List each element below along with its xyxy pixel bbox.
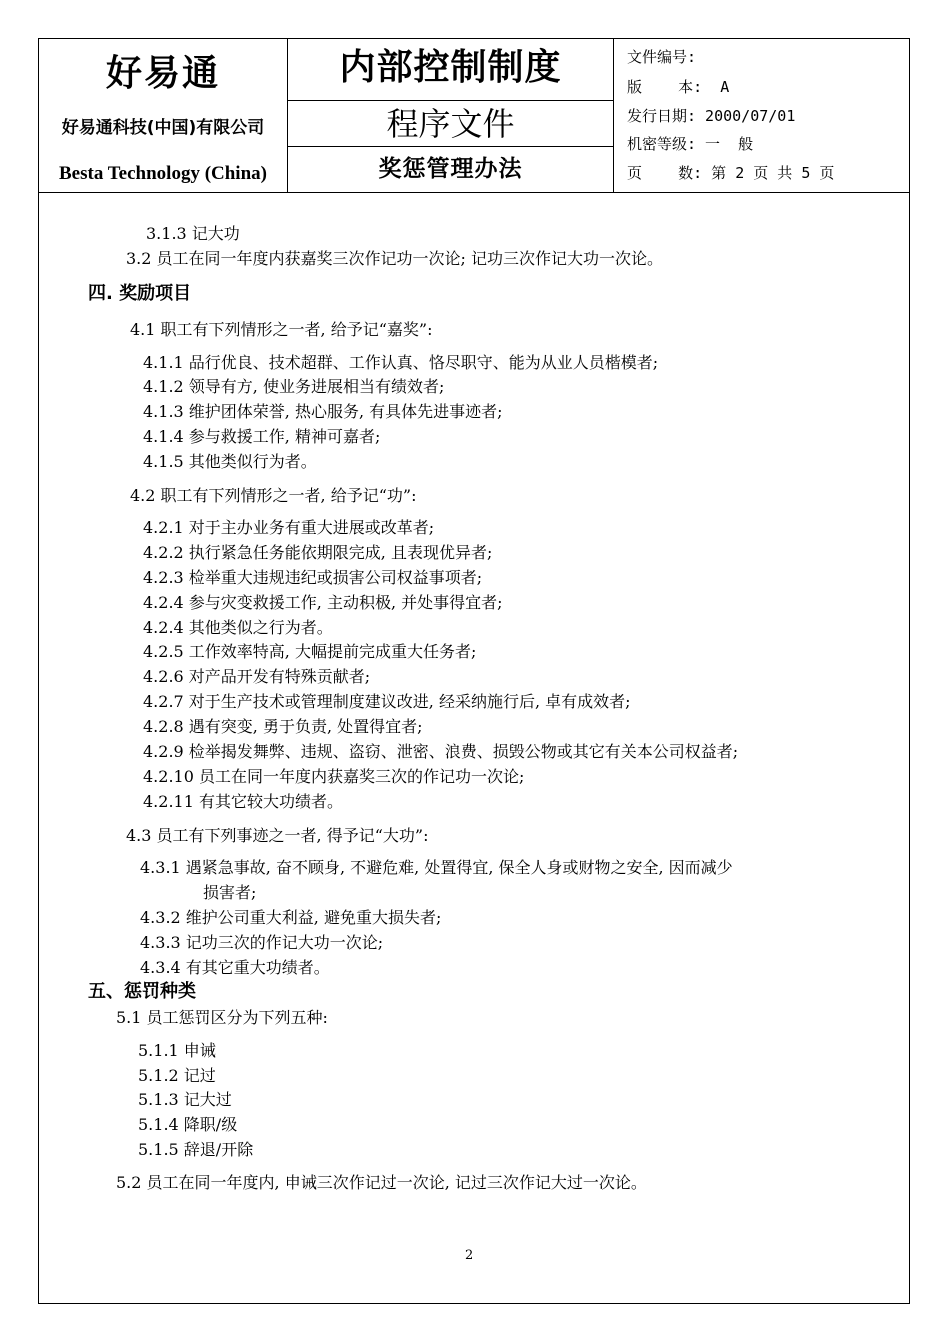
clause-4-2-6: 4.2.6 对产品开发有特殊贡献者; xyxy=(143,667,371,686)
clause-4-2-5: 4.2.5 工作效率特高, 大幅提前完成重大任务者; xyxy=(143,642,477,661)
document-header xyxy=(38,38,910,193)
clause-3-1-3: 3.1.3 记大功 xyxy=(146,224,240,243)
clause-4-1-4: 4.1.4 参与救援工作, 精神可嘉者; xyxy=(143,427,381,446)
clause-4-3-3: 4.3.3 记功三次的作记大功一次论; xyxy=(140,933,384,952)
clause-4-2-10: 4.2.10 员工在同一年度内获嘉奖三次的作记功一次论; xyxy=(143,767,525,786)
issue-date: 发行日期: 2000/07/01 xyxy=(627,107,796,125)
clause-4-2-4a: 4.2.4 参与灾变救援工作, 主动积极, 并处事得宜者; xyxy=(143,593,503,612)
clause-4-3-1: 4.3.1 遇紧急事故, 奋不顾身, 不避危难, 处置得宜, 保全人身或财物之安全, 因而减少 xyxy=(140,858,733,877)
clause-4-1: 4.1 职工有下列情形之一者, 给予记“嘉奖”: xyxy=(130,320,433,339)
clause-4-1-3: 4.1.3 维护团体荣誉, 热心服务, 有具体先进事迹者; xyxy=(143,402,503,421)
clause-4-3: 4.3 员工有下列事迹之一者, 得予记“大功”: xyxy=(126,826,429,845)
company-name-cn: 好易通科技(中国)有限公司 xyxy=(61,118,265,138)
clause-4-1-2: 4.1.2 领导有方, 使业务进展相当有绩效者; xyxy=(143,377,445,396)
clause-5-2: 5.2 员工在同一年度内, 申诫三次作记过一次论, 记过三次作记大过一次论。 xyxy=(116,1173,647,1192)
section-5-heading: 五、惩罚种类 xyxy=(88,981,196,1002)
section-4-heading: 四. 奖励项目 xyxy=(88,283,192,304)
clause-5-1-4: 5.1.4 降职/级 xyxy=(138,1115,238,1134)
clause-5-1-2: 5.1.2 记过 xyxy=(138,1066,216,1085)
clause-3-2: 3.2 员工在同一年度内获嘉奖三次作记功一次论; 记功三次作记大功一次论。 xyxy=(126,249,664,268)
clause-4-2-1: 4.2.1 对于主办业务有重大进展或改革者; xyxy=(143,518,435,537)
clause-5-1-3: 5.1.3 记大过 xyxy=(138,1090,232,1109)
clause-4-2-2: 4.2.2 执行紧急任务能依期限完成, 且表现优异者; xyxy=(143,543,493,562)
clause-4-2-11: 4.2.11 有其它较大功绩者。 xyxy=(143,792,343,811)
document-title: 内部控制制度 xyxy=(288,39,613,101)
company-block xyxy=(39,39,288,192)
clause-5-1: 5.1 员工惩罚区分为下列五种: xyxy=(116,1008,328,1027)
version: 版 本: A xyxy=(627,78,730,96)
clause-4-2: 4.2 职工有下列情形之一者, 给予记“功”: xyxy=(130,486,417,505)
meta-block xyxy=(614,39,909,192)
page-count: 页 数: 第 2 页 共 5 页 xyxy=(627,164,835,182)
company-name-en: Besta Technology (China) xyxy=(59,163,267,184)
clause-5-1-5: 5.1.5 辞退/开除 xyxy=(138,1140,254,1159)
clause-4-1-5: 4.1.5 其他类似行为者。 xyxy=(143,452,317,471)
title-block xyxy=(288,39,614,192)
clause-4-1-1: 4.1.1 品行优良、技术超群、工作认真、恪尽职守、能为从业人员楷模者; xyxy=(143,353,659,372)
clause-4-3-4: 4.3.4 有其它重大功绩者。 xyxy=(140,958,330,977)
clause-4-2-9: 4.2.9 检举揭发舞弊、违规、盗窃、泄密、浪费、损毁公物或其它有关本公司权益者; xyxy=(143,742,739,761)
clause-4-2-3: 4.2.3 检举重大违规违纪或损害公司权益事项者; xyxy=(143,568,483,587)
clause-4-2-8: 4.2.8 遇有突变, 勇于负责, 处置得宜者; xyxy=(143,717,423,736)
clause-4-3-1-cont: 损害者; xyxy=(203,883,257,902)
secrecy-level: 机密等级: 一 般 xyxy=(627,135,754,153)
document-subject: 奖惩管理办法 xyxy=(378,156,523,182)
clause-5-1-1: 5.1.1 申诫 xyxy=(138,1041,216,1060)
file-number: 文件编号: xyxy=(627,48,697,66)
page-number: 2 xyxy=(465,1248,474,1263)
document-type: 程序文件 xyxy=(288,101,613,147)
brand-name: 好易通 xyxy=(105,53,220,94)
clause-4-2-7: 4.2.7 对于生产技术或管理制度建议改进, 经采纳施行后, 卓有成效者; xyxy=(143,692,631,711)
clause-4-3-2: 4.3.2 维护公司重大利益, 避免重大损失者; xyxy=(140,908,442,927)
clause-4-2-4b: 4.2.4 其他类似之行为者。 xyxy=(143,618,333,637)
